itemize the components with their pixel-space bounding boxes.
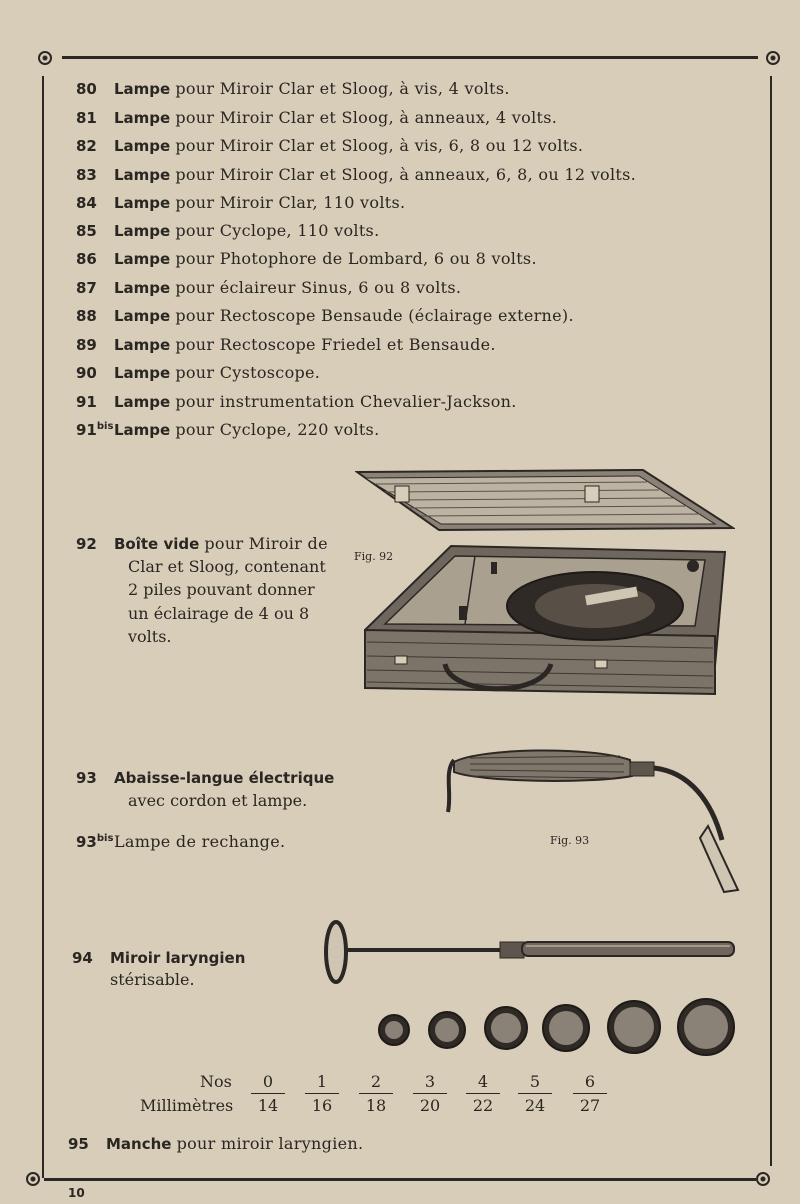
item-name: Manche	[106, 1135, 172, 1153]
list-item	[76, 249, 537, 268]
item-name: Lampe	[114, 307, 171, 325]
item-description: pour Miroir Clar et Sloog, à vis, 6, 8 ou 12 volts.	[175, 136, 584, 155]
item-name: Lampe	[114, 194, 171, 212]
item-name: Lampe	[114, 137, 171, 155]
left-border	[42, 76, 44, 1178]
item-number: $93^{bis}$	[76, 833, 114, 851]
item-number: 84	[76, 194, 97, 212]
item-description: pour Cystoscope.	[175, 363, 321, 382]
battery-box-illustration	[355, 466, 735, 700]
item-description-line: Clar et Sloog, contenant	[128, 557, 326, 576]
corner-ornament-icon	[756, 1172, 770, 1186]
figure-caption: Fig. 93	[550, 834, 590, 847]
corner-ornament-icon	[38, 51, 52, 65]
page-number: 10	[68, 1186, 85, 1200]
size-number: 3	[413, 1072, 447, 1094]
item-number: 91	[76, 393, 97, 411]
list-item	[76, 136, 583, 155]
item-name: Abaisse-langue électrique	[114, 769, 335, 787]
size-column	[251, 1072, 285, 1115]
list-item	[76, 363, 320, 382]
size-mm: 20	[419, 1096, 441, 1115]
item-number: 83	[76, 166, 97, 184]
right-border	[770, 76, 772, 1166]
size-mm: 16	[311, 1096, 333, 1115]
item-description: pour Miroir Clar et Sloog, à anneaux, 4 volts.	[175, 108, 558, 127]
item-name: Lampe	[114, 336, 171, 354]
item-description: Lampe de rechange.	[114, 832, 286, 851]
list-item	[76, 420, 379, 439]
item-number: 86	[76, 250, 97, 268]
top-rule	[62, 56, 758, 59]
list-item	[76, 335, 496, 354]
size-column	[573, 1072, 607, 1115]
item-description-line: 2 piles pouvant donner	[128, 580, 315, 599]
item-name: Boîte vide	[114, 535, 200, 553]
list-item	[76, 392, 517, 411]
item-name: Lampe	[114, 109, 171, 127]
item-description: pour Cyclope, 110 volts.	[175, 221, 380, 240]
item-description: pour miroir laryngien.	[176, 1134, 364, 1153]
figure-caption: Fig. 92	[354, 550, 394, 563]
item-description-line: un éclairage de 4 ou 8	[128, 604, 310, 623]
item-description: pour instrumentation Chevalier-Jackson.	[175, 392, 517, 411]
item-description: pour Miroir de	[204, 534, 328, 553]
item-number: 88	[76, 307, 97, 325]
laryngeal-mirror-illustration	[322, 918, 738, 988]
item-description-line: volts.	[128, 627, 172, 646]
item-name: Lampe	[114, 166, 171, 184]
item-number: 92	[76, 535, 97, 553]
size-mm: 18	[365, 1096, 387, 1115]
item-name: Miroir laryngien	[110, 949, 246, 967]
size-column	[413, 1072, 447, 1115]
bis-superscript: bis	[96, 421, 114, 432]
item-name: Lampe	[114, 364, 171, 382]
bis-superscript: bis	[96, 833, 114, 844]
list-item	[76, 165, 636, 184]
item-description: pour Miroir Clar et Sloog, à anneaux, 6, 8, ou 12 volts.	[175, 165, 637, 184]
item-number: 85	[76, 222, 97, 240]
size-column	[305, 1072, 339, 1115]
tongue-depressor-illustration	[440, 742, 746, 894]
item-description: pour Photophore de Lombard, 6 ou 8 volts.	[175, 249, 537, 268]
item-number: 94	[72, 949, 93, 967]
list-item	[76, 108, 557, 127]
item-name: Lampe	[114, 393, 171, 411]
size-number: 5	[518, 1072, 552, 1094]
size-column	[518, 1072, 552, 1115]
size-mm: 22	[472, 1096, 494, 1115]
item-number: 87	[76, 279, 97, 297]
size-mm: 24	[524, 1096, 546, 1115]
item-description-line: avec cordon et lampe.	[128, 791, 308, 810]
size-mm: 27	[579, 1096, 601, 1115]
list-item	[76, 79, 510, 98]
list-item	[76, 306, 574, 325]
item-number: 81	[76, 109, 97, 127]
list-item	[76, 278, 461, 297]
item-number: 80	[76, 80, 97, 98]
item-95	[68, 1134, 363, 1153]
size-column	[359, 1072, 393, 1115]
size-number: 6	[573, 1072, 607, 1094]
item-name: Lampe	[114, 250, 171, 268]
bottom-rule	[44, 1178, 756, 1181]
item-number: 82	[76, 137, 97, 155]
item-number: 93	[76, 769, 97, 787]
item-description: pour Miroir Clar, 110 volts.	[175, 193, 406, 212]
size-mm: 14	[257, 1096, 279, 1115]
size-number: 2	[359, 1072, 393, 1094]
size-column	[466, 1072, 500, 1115]
mirror-sizes-illustration	[374, 996, 740, 1060]
corner-ornament-icon	[766, 51, 780, 65]
item-description: pour Cyclope, 220 volts.	[175, 420, 380, 439]
item-number: $91^{bis}$	[76, 421, 114, 439]
size-number: 1	[305, 1072, 339, 1094]
item-name: Lampe	[114, 421, 171, 439]
item-name: Lampe	[114, 80, 171, 98]
list-item	[76, 221, 379, 240]
item-name: Lampe	[114, 279, 171, 297]
item-number: 89	[76, 336, 97, 354]
nos-label: Nos	[200, 1072, 232, 1091]
item-description-line: stérisable.	[110, 970, 195, 989]
item-description: pour Miroir Clar et Sloog, à vis, 4 volts.	[175, 79, 510, 98]
item-description: pour Rectoscope Bensaude (éclairage externe).	[175, 306, 574, 325]
item-description: pour Rectoscope Friedel et Bensaude.	[175, 335, 496, 354]
list-item	[76, 193, 405, 212]
millimetres-label: Millimètres	[140, 1096, 234, 1115]
corner-ornament-icon	[26, 1172, 40, 1186]
item-name: Lampe	[114, 222, 171, 240]
item-description: pour éclaireur Sinus, 6 ou 8 volts.	[175, 278, 462, 297]
item-number: 90	[76, 364, 97, 382]
size-number: 4	[466, 1072, 500, 1094]
size-number: 0	[251, 1072, 285, 1094]
item-number: 95	[68, 1135, 89, 1153]
